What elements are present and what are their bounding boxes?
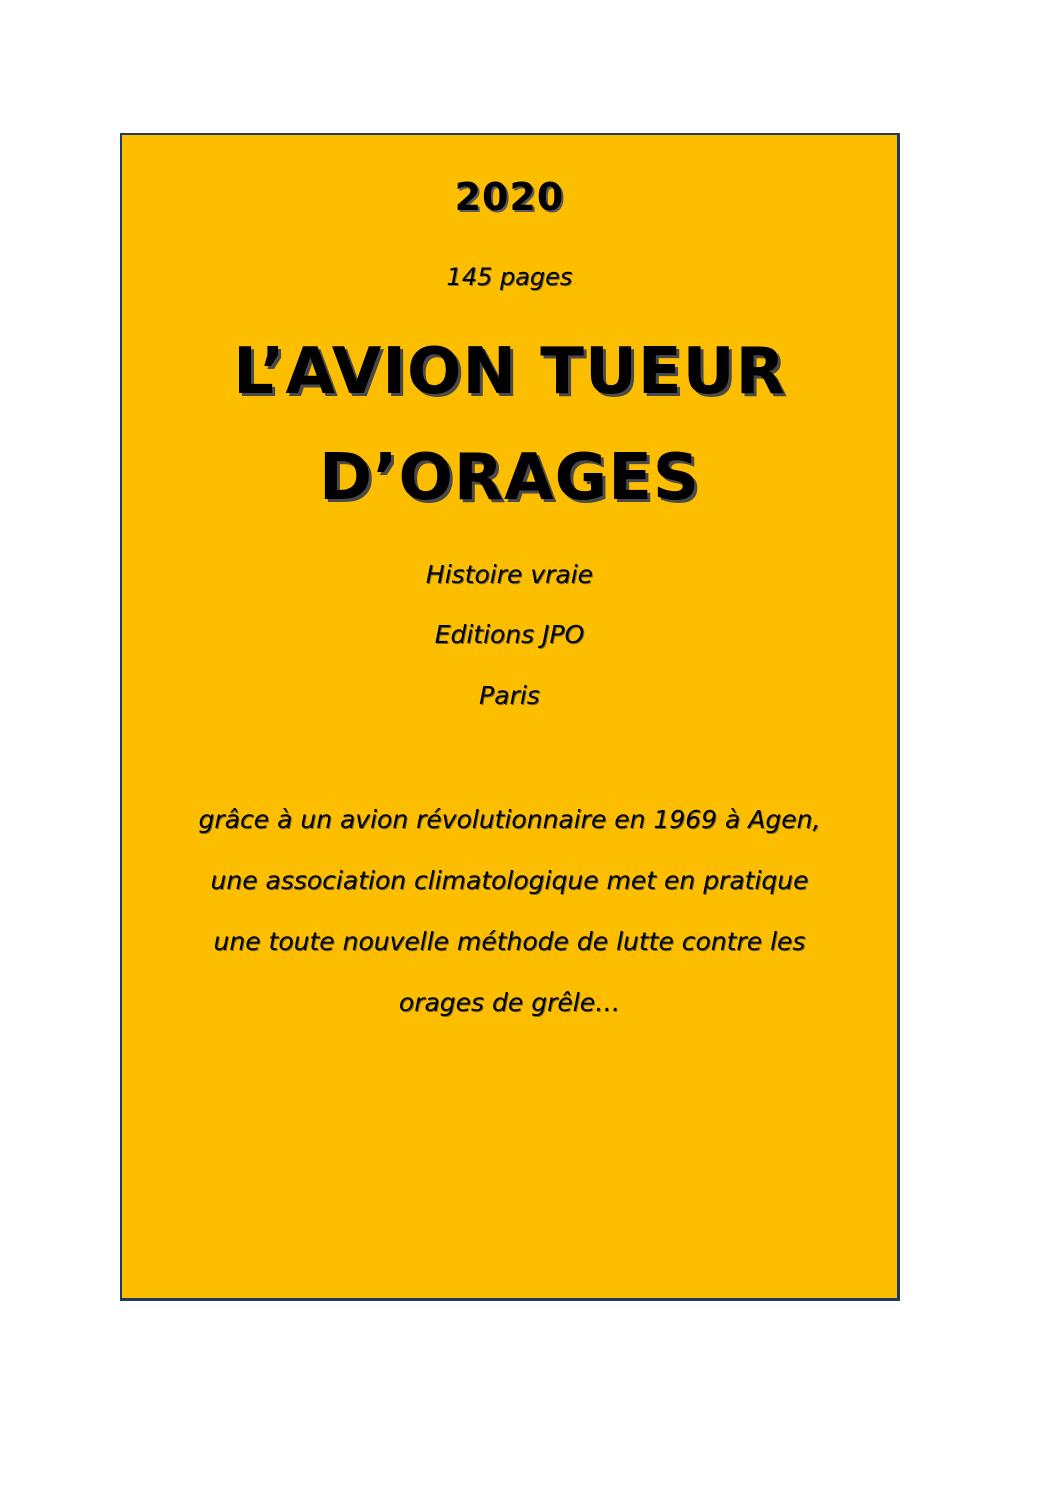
blurb-line: orages de grêle… <box>398 988 621 1017</box>
page-count: 145 pages <box>446 263 573 291</box>
book-cover <box>120 133 900 1301</box>
blurb-line: une association climatologique met en pratique <box>210 866 809 895</box>
publication-year: 2020 <box>454 175 565 219</box>
blurb-line: grâce à un avion révolutionnaire en 1969 à Agen, <box>198 805 821 834</box>
publisher-name: Editions JPO <box>434 620 585 649</box>
blurb-line: une toute nouvelle méthode de lutte contre les <box>213 927 806 956</box>
book-subtitle: Histoire vraie <box>425 560 594 589</box>
book-title-line-1: L’AVION TUEUR <box>233 335 786 409</box>
publisher-city: Paris <box>479 681 540 710</box>
book-title-line-2: D’ORAGES <box>319 441 700 515</box>
